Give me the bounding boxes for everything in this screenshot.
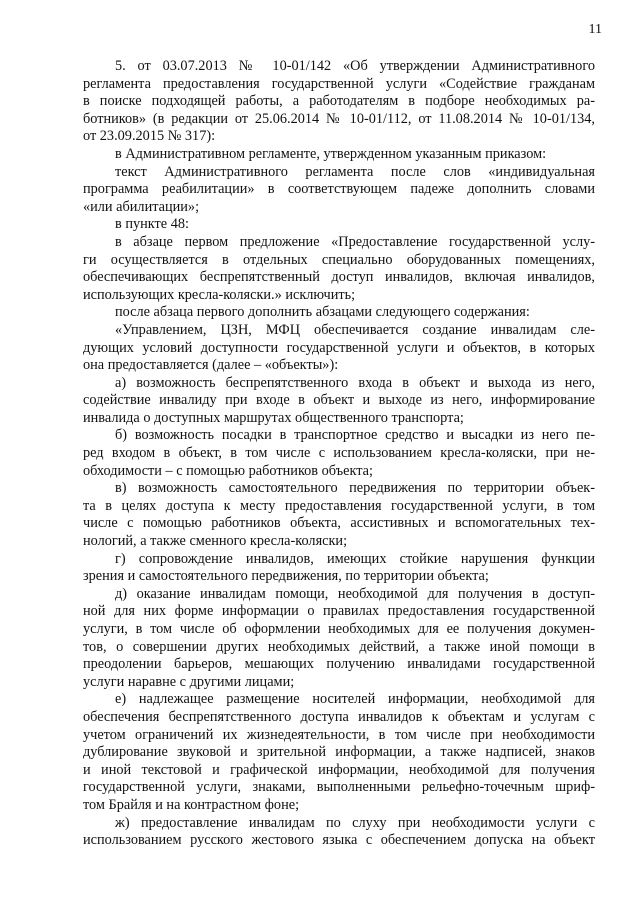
- text-line: та в целях доступа к месту предоставления государственной услуги, в том: [83, 497, 595, 514]
- page-number: 11: [588, 22, 602, 37]
- text-line: ж) предоставление инвалидам по слуху при необходимости услуги с: [115, 814, 595, 831]
- text-line: и иной текстовой и графической информации, необходимой для получения: [83, 761, 595, 778]
- text-line: д) оказание инвалидам помощи, необходимой для получения в доступ-: [115, 585, 595, 602]
- text-line: услуги, в том числе об оформлении необходимых для ее получения докумен-: [83, 621, 595, 637]
- text-line: том Брайля и на контрастном фоне;: [83, 796, 300, 813]
- text-line: «Управлением, ЦЗН, МФЦ обеспечивается создание инвалидам сле-: [115, 321, 595, 338]
- text-line: обеспечивающих беспрепятственный доступ инвалидов, включая инвалидов,: [83, 269, 595, 286]
- text-line: дующих условий доступности государственной услуги и объектов, в которых: [83, 339, 595, 356]
- text-line: «или абилитации»;: [83, 198, 200, 215]
- text-line: нологий, а также сменного кресла-коляски;: [83, 533, 348, 550]
- text-line: в поиске подходящей работы, а работодателям в подборе необходимых ра-: [83, 93, 595, 110]
- text-line: обеспечения беспрепятственного доступа инвалидов к объектам и услугам с: [83, 708, 595, 725]
- text-line: ред входом в объект, в том числе с использованием кресла-коляски, при не-: [83, 445, 595, 462]
- text-line: услуги наравне с другими лицами;: [83, 673, 295, 690]
- text-line: от 23.09.2015 № 317):: [83, 128, 216, 145]
- text-line: тов, о совершении других необходимых действий, а также иной помощи в: [83, 638, 595, 655]
- text-line: использованием русского жестового языка с обеспечением допуска на объект: [83, 832, 595, 849]
- text-line: дублирование звуковой и зрительной информации, а также надписей, знаков: [83, 744, 595, 761]
- text-line: программа реабилитации» в соответствующем падеже дополнить словами: [83, 181, 595, 198]
- text-line: е) надлежащее размещение носителей информации, необходимой для: [115, 691, 595, 708]
- text-line: преодолении барьеров, мешающих получению инвалидами государственной: [83, 656, 595, 673]
- text-line: ной для них форме информации о правилах предоставления государственной: [83, 603, 595, 620]
- text-line: использующих кресла-коляски.» исключить;: [83, 286, 356, 303]
- text-line: обходимости – с помощью работников объекта;: [83, 462, 373, 479]
- text-line: ботников» (в редакции от 25.06.2014 № 10-01/112, от 11.08.2014 № 10-01/134,: [83, 110, 595, 127]
- text-line: г) сопровождение инвалидов, имеющих стойкие нарушения функции: [115, 550, 595, 567]
- text-line: учетом ограничений их жизнедеятельности, в том числе при необходимости: [83, 726, 595, 743]
- text-line: зрения и самостоятельного передвижения, по территории объекта;: [83, 568, 489, 585]
- text-line: после абзаца первого дополнить абзацами следующего содержания:: [115, 304, 530, 321]
- document-body: [83, 58, 595, 850]
- text-line: в) возможность самостоятельного передвижения по территории объек-: [115, 480, 595, 497]
- text-line: в Административном регламенте, утвержденном указанным приказом:: [115, 145, 547, 162]
- text-line: в пункте 48:: [115, 216, 189, 233]
- text-line: в абзаце первом предложение «Предоставление государственной услу-: [115, 233, 595, 250]
- text-line: текст Административного регламента после слов «индивидуальная: [115, 163, 595, 180]
- text-line: ги осуществляется в отдельных специально оборудованных помещениях,: [83, 251, 595, 268]
- text-line: числе с помощью работников объекта, ассистивных и вспомогательных тех-: [83, 515, 595, 532]
- text-line: содействие инвалиду при входе в объект и выходе из него, информирование: [83, 392, 595, 409]
- text-line: 5. от 03.07.2013 № 10-01/142 «Об утверждении Административного: [115, 58, 595, 74]
- text-line: она предоставляется (далее – «объекты»):: [83, 357, 339, 374]
- text-line: регламента предоставления государственной услуги «Содействие гражданам: [83, 75, 595, 92]
- text-line: государственной услуги, знаками, выполненными рельефно-точечным шриф-: [83, 779, 595, 796]
- text-line: инвалида о доступных маршрутах общественного транспорта;: [83, 409, 464, 426]
- text-line: б) возможность посадки в транспортное средство и высадки из него пе-: [115, 427, 595, 444]
- text-line: а) возможность беспрепятственного входа в объект и выхода из него,: [115, 374, 595, 391]
